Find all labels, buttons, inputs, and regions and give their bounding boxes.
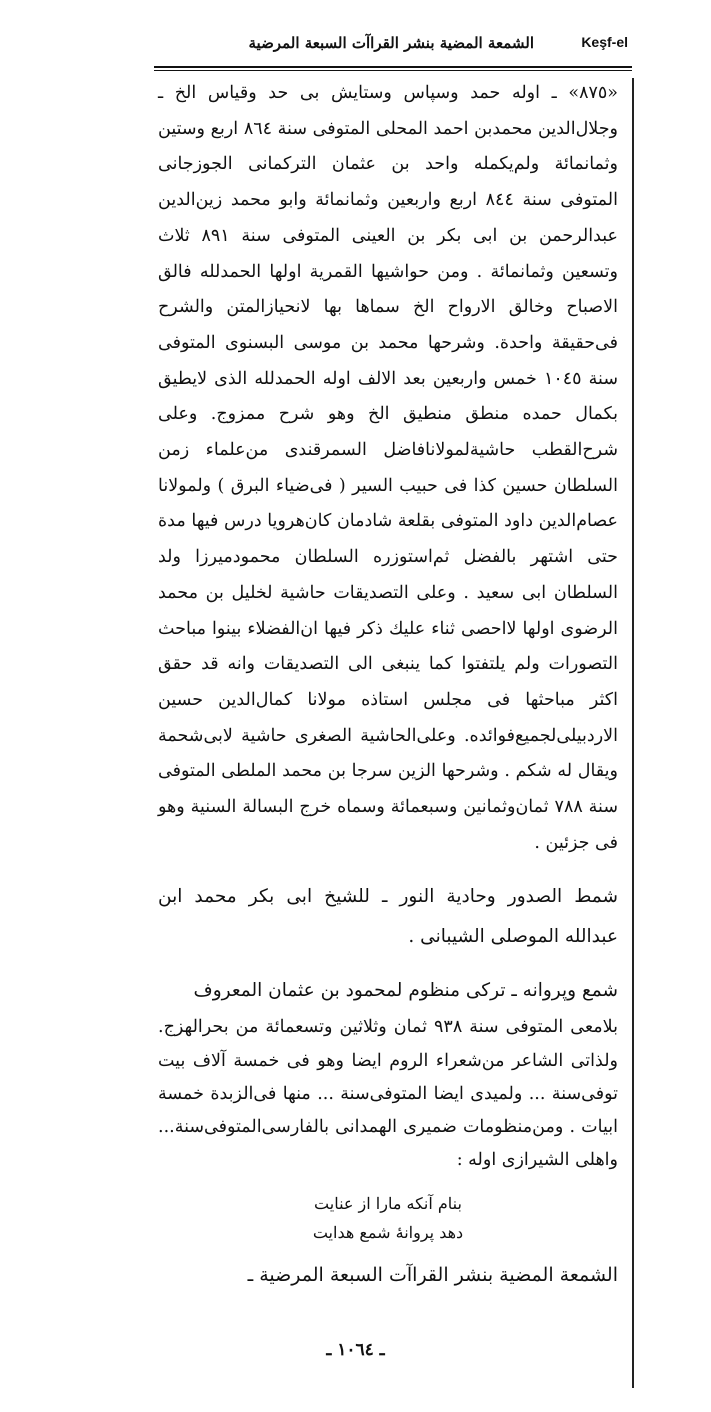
entry-shama-u-parwana-body: بلامعى المتوفى سنة ٩٣٨ ثمان وثلاثين وتسعمائة من بحرالهزج. ولذاتى الشاعر من‌شعراء الروم ايضا وهو فى خمسة آلاف بيت توفى‌سنة ... ولميدى ايضا المتوفى‌سنة ... منها فى‌الزبدة خمسة ابيات . ومن‌منظومات ضميرى الهمدانى بالفارسى‌المتوفى‌سنة... واهلى الشيرازى اوله : — [158, 1017, 618, 1171]
verse-line-2: دهد پروانهٔ شمع هدايت — [312, 1223, 464, 1243]
page-number: ـ ١٠٦٤ ـ — [326, 1340, 385, 1360]
header-rule-thick — [154, 66, 632, 68]
verse-line-1: بنام آنكه مارا از عنايت — [314, 1194, 462, 1214]
entry-shamat-al-sudur: شمط الصدور وحادية النور ـ للشيخ ابى بكر محمد ابن عبدالله الموصلى الشيبانى . — [158, 886, 618, 948]
running-code: Keşf-el — [581, 34, 628, 50]
right-margin-line — [632, 78, 634, 1388]
entry-shama-u-parwana-title: شمع وپروانه ـ تركى منظوم لمحمود بن عثمان المعروف — [193, 980, 618, 1002]
running-header — [154, 30, 630, 62]
header-rule-thin — [154, 70, 632, 71]
verse-block — [158, 1189, 618, 1247]
running-title: الشمعة المضية بنشر القراآت السبعة المرضية — [248, 34, 534, 52]
paragraph-main: «٨٧٥» ـ اوله حمد وسپاس وستايش بى حد وقياس الخ ـ وجلال‌الدين محمدبن احمد المحلى المتوفى سنة ٨٦٤ اربع وستين وثمانمائة ولم‌يكمله واحد بن عثمان التركمانى الجوزجانى المتوفى سنة ٨٤٤ اربع واربعين وثمانمائة وابو محمد زين‌الدين عبدالرحمن بن ابى بكر بن العينى المتوفى سنة ٨٩١ ثلاث وتسعين وثمانمائة . ومن حواشيها القمرية اولها الحمدلله فالق الاصباح وخالق الارواح الخ سماها بها لانحيازالمتن والشرح فى‌حقيقة واحدة. وشرحها محمد بن موسى البسنوى المتوفى سنة ١٠٤٥ خمس واربعين بعد الالف اوله الحمدلله الذى لايطيق بكمال حمده منطق منطيق الخ وهو شرح ممزوج. وعلى شرح‌القطب حاشية‌لمولانافاضل السمرقندى من‌علماء زمن السلطان حسين كذا فى حبيب السير ( فى‌ضياء البرق ) ولمولانا عصام‌الدين داود المتوفى بقلعة شادمان كان‌هرويا درس فيها مدة حتى اشتهر بالفضل ثم‌استوزره السلطان محمودميرزا ولد السلطان ابى سعيد . وعلى التصديقات حاشية لخليل بن محمد الرضوى اولها لااحصى ثناء عليك ذكر فيها ان‌الفضلاء بينوا مباحث التصورات ولم يلتفتوا كما ينبغى الى التصديقات وانه قد حقق اكثر مباحثها فى مجلس استاذه مولانا كمال‌الدين حسين الاردبيلى‌لجميع‌فوائده. وعلى‌الحاشية الصغرى حاشية لابى‌شحمة ويقال له شكم . وشرحها الزين سرجا بن محمد الملطى المتوفى سنة ٧٨٨ ثمان‌وثمانين وسبعمائة وسماه خرج البسالة السنية وهو فى جزئين . — [158, 83, 619, 853]
entry-al-shama-al-mudiyya: الشمعة المضية بنشر القراآت السبعة المرضية ـ — [247, 1264, 618, 1287]
page-body — [158, 76, 618, 1295]
